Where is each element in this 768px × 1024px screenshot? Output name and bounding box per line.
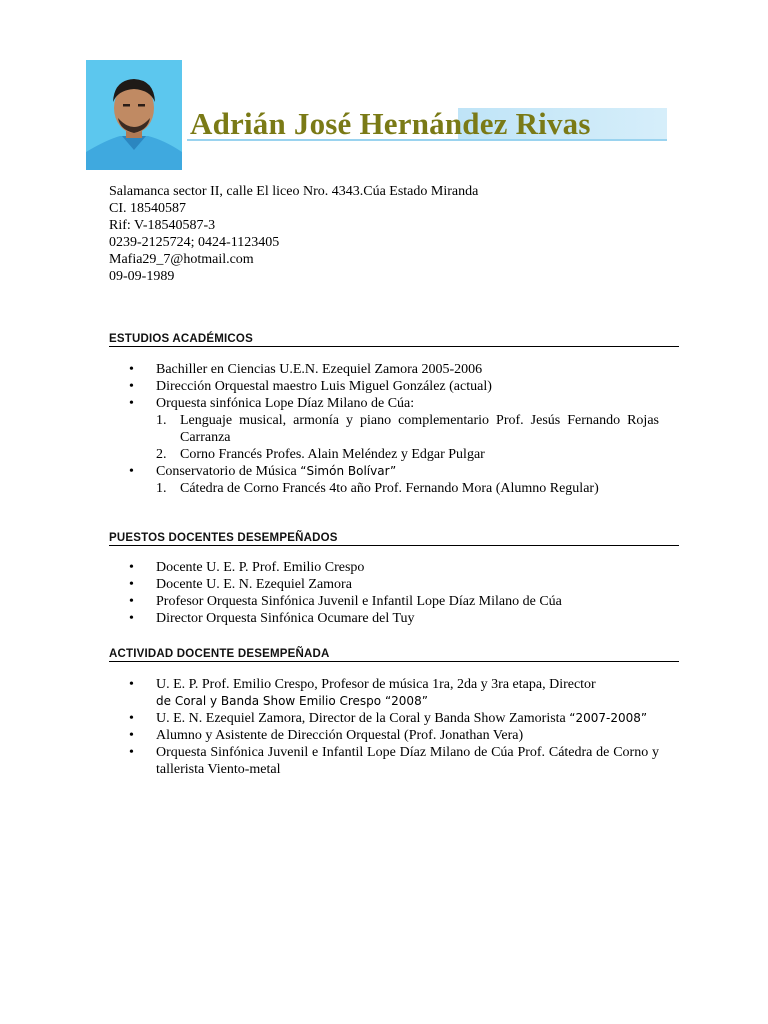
list-item-text: Alumno y Asistente de Dirección Orquestal (Prof. Jonathan Vera) <box>156 728 524 743</box>
list-item <box>109 559 679 576</box>
birth-date: 09-09-1989 <box>109 269 175 284</box>
list-item-quote: “2007-2008” <box>569 711 648 725</box>
section-puestos <box>109 532 679 627</box>
id-number: CI. 18540587 <box>109 201 186 216</box>
section-title-puestos: PUESTOS DOCENTES DESEMPEÑADOS <box>109 532 679 546</box>
list-item <box>109 395 679 463</box>
item-number: 1. <box>156 413 167 428</box>
list-item <box>109 361 679 378</box>
profile-photo <box>86 60 182 170</box>
list-item <box>109 576 679 593</box>
sub-item-text: Cátedra de Corno Francés 4to año Prof. Fernando Mora (Alumno Regular) <box>180 481 599 496</box>
email-address[interactable]: Mafia29_7@hotmail.com <box>109 252 254 267</box>
candidate-name: Adrián José Hernández Rivas <box>190 106 591 141</box>
list-item-text: U. E. N. Ezequiel Zamora, Director de la Coral y Banda Show Zamorista <box>156 711 566 726</box>
list-item-text: Bachiller en Ciencias U.E.N. Ezequiel Zamora 2005-2006 <box>156 362 483 377</box>
list-item <box>109 593 679 610</box>
rif-number: Rif: V-18540587-3 <box>109 218 216 233</box>
actividad-list <box>109 676 679 778</box>
sub-list-item <box>156 412 659 446</box>
sub-item-text: Corno Francés Profes. Alain Meléndez y Edgar Pulgar <box>180 447 485 462</box>
list-item-text: • U. E. P. Prof. Emilio Crespo, Profesor de música 1ra, 2da y 3ra etapa, Director <box>156 677 596 692</box>
section-actividad <box>109 648 679 778</box>
phone-numbers: 0239-2125724; 0424-1123405 <box>109 235 280 250</box>
list-item-text: Orquesta Sinfónica Juvenil e Infantil Lope Díaz Milano de Cúa Prof. Cátedra de Corno y tallerista Viento-metal <box>156 745 659 777</box>
section-estudios <box>109 333 679 497</box>
list-item <box>109 710 679 727</box>
sub-list-item <box>156 446 659 463</box>
sub-item-text: Lenguaje musical, armonía y piano complementario Prof. Jesús Fernando Rojas Carranza <box>180 413 659 445</box>
list-item-text: Profesor Orquesta Sinfónica Juvenil e Infantil Lope Díaz Milano de Cúa <box>156 594 562 609</box>
list-item-quote: “Simón Bolívar” <box>300 464 397 478</box>
list-item <box>109 744 679 778</box>
list-item <box>109 676 679 710</box>
list-item-text: Conservatorio de Música <box>156 464 297 479</box>
section-title-estudios: ESTUDIOS ACADÉMICOS <box>109 333 679 347</box>
list-item <box>109 727 679 744</box>
list-item-text: Orquesta sinfónica Lope Díaz Milano de Cúa: <box>156 396 415 411</box>
list-item-text: Director Orquesta Sinfónica Ocumare del Tuy <box>156 611 415 626</box>
list-item-text: Docente U. E. N. Ezequiel Zamora <box>156 577 352 592</box>
contact-block <box>109 183 478 285</box>
section-title-actividad: ACTIVIDAD DOCENTE DESEMPEÑADA <box>109 648 679 662</box>
list-item-text: Dirección Orquestal maestro Luis Miguel González (actual) <box>156 379 492 394</box>
address-line: Salamanca sector II, calle El liceo Nro. 4343.Cúa Estado Miranda <box>109 184 479 199</box>
puestos-list <box>109 559 679 627</box>
item-number: 1. <box>156 481 167 496</box>
list-item <box>109 378 679 395</box>
sub-list-item <box>156 480 659 497</box>
orquesta-sublist <box>156 412 659 463</box>
item-number: 2. <box>156 447 167 462</box>
list-item <box>109 610 679 627</box>
conservatorio-sublist <box>156 480 659 497</box>
estudios-list <box>109 361 679 497</box>
list-item-text: Docente U. E. P. Prof. Emilio Crespo <box>156 560 365 575</box>
list-item-text-continued: de Coral y Banda Show Emilio Crespo “2008” <box>156 694 428 708</box>
list-item <box>109 463 679 497</box>
person-portrait-icon <box>86 60 182 170</box>
